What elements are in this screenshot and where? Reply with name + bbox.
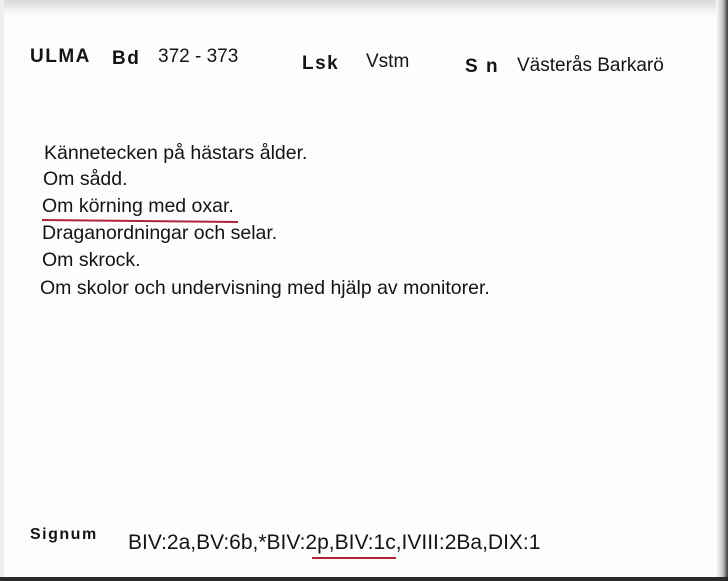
volume-value: 372 - 373: [158, 46, 239, 67]
content-line: Om sådd.: [43, 168, 128, 190]
content-line-underlined: [42, 193, 702, 219]
card-bottom-edge: [0, 577, 728, 581]
signum-value: BIV:2a,BV:6b,*BIV:2p,BIV:1c,IVIII:2Ba,DIX:1: [128, 531, 541, 554]
card-left-edge: [0, 0, 4, 581]
content-line: Om skrock.: [42, 249, 141, 271]
parish-label: S n: [465, 56, 500, 77]
card-top-edge: [0, 0, 728, 16]
province-label: Lsk: [302, 53, 340, 74]
parish-value: Västerås Barkarö: [517, 55, 664, 76]
province-value: Vstm: [366, 51, 410, 72]
content-line: Kännetecken på hästars ålder.: [44, 142, 308, 164]
signum-highlight: BIV:2p: [266, 531, 329, 554]
signum-underline: [312, 557, 396, 559]
underlined-text: Om körning med oxar.: [42, 195, 234, 217]
content-line: Draganordningar och selar.: [42, 222, 278, 244]
collection-label: ULMA: [30, 46, 91, 67]
signum-label: Signum: [30, 526, 98, 543]
content-line: Om skolor och undervisning med hjälp av monitorer.: [40, 277, 490, 299]
volume-label: Bd: [112, 48, 141, 69]
content-lines: [40, 140, 702, 299]
card-right-edge: [716, 0, 728, 581]
